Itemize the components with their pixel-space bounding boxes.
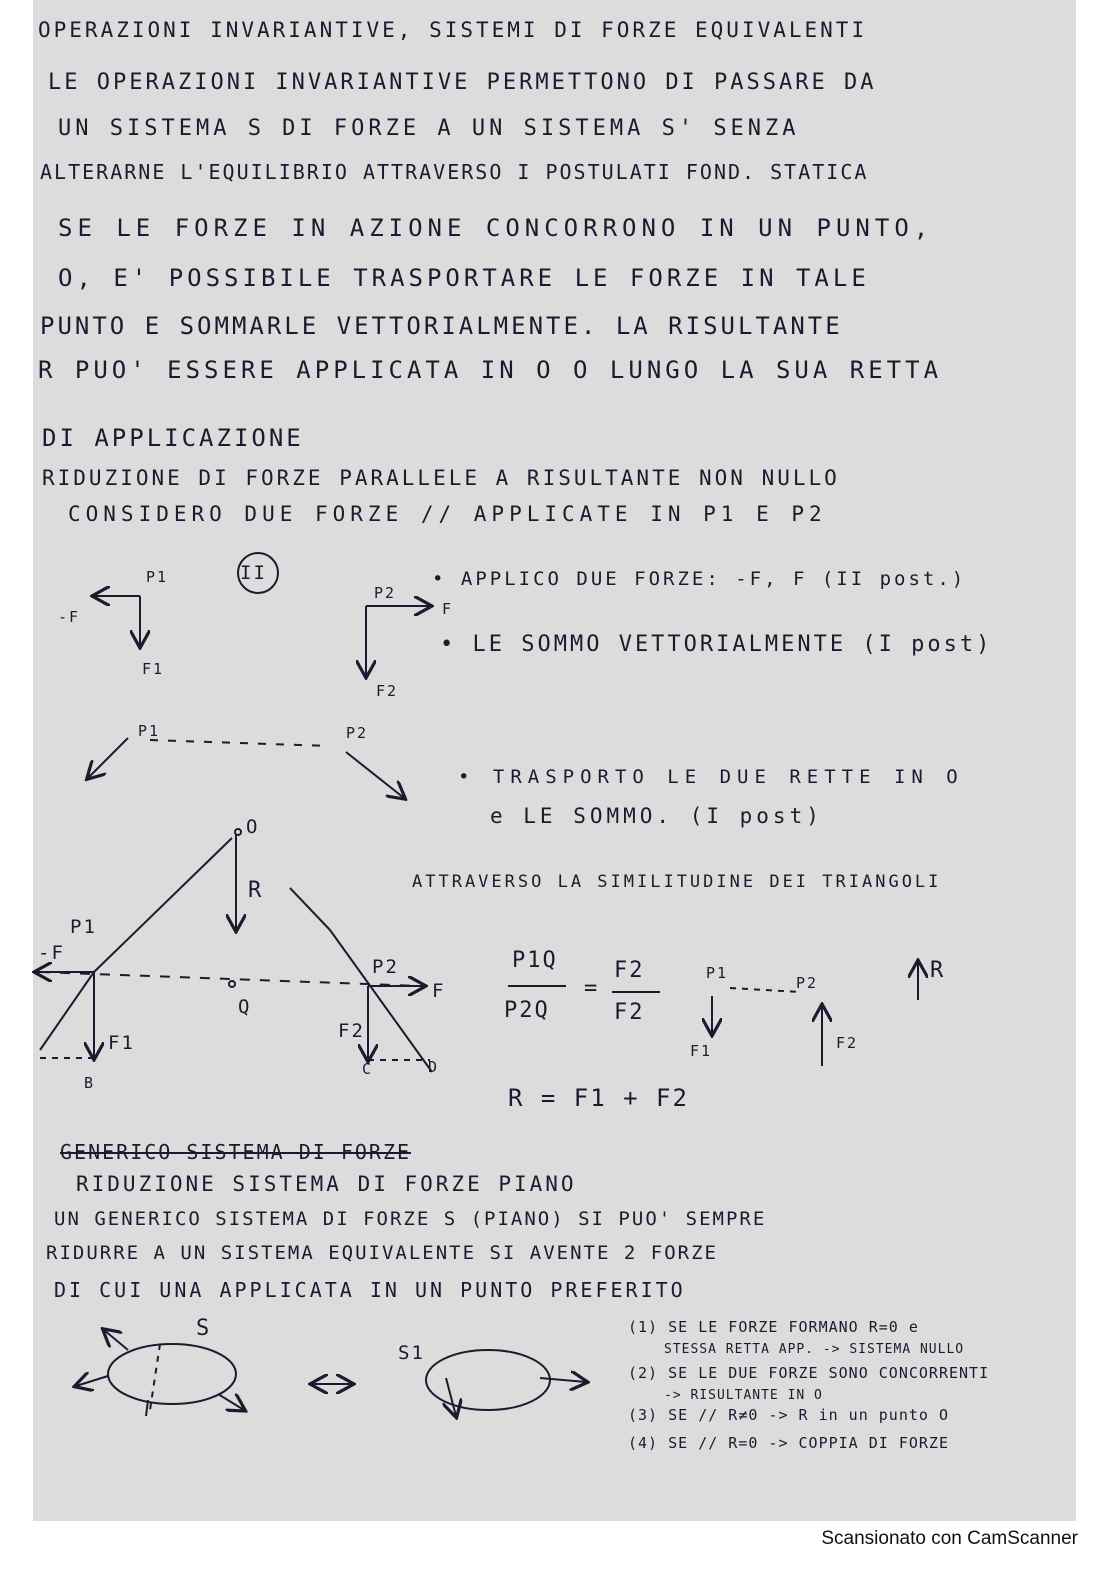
label-minus-f: -F [38,942,65,964]
note-line: e LE SOMMO. (I post) [490,804,823,828]
force-arrow [218,1394,244,1410]
construction-line [40,972,94,1050]
section-heading: GENERICO SISTEMA DI FORZE [60,1140,412,1164]
label-b: B [84,1074,96,1092]
label-p1: P1 [138,722,161,740]
text-line: PUNTO E SOMMARLE VETTORIALMENTE. LA RISULTANTE [40,312,843,340]
text-line: CONSIDERO DUE FORZE // APPLICATE IN P1 E P2 [68,502,827,526]
text-line: UN GENERICO SISTEMA DI FORZE S (PIANO) SI PUO' SEMPRE [54,1208,767,1230]
construction-line [290,888,330,930]
note-line: • LE SOMMO VETTORIALMENTE (I post) [440,632,993,657]
text-line: DI CUI UNA APPLICATA IN UN PUNTO PREFERITO [54,1278,686,1302]
force-arrow [88,738,128,778]
dashed-line [150,740,330,746]
case-item: (2) SE LE DUE FORZE SONO CONCORRENTI [628,1364,990,1382]
force-arrow [346,752,404,798]
text-line: SE LE FORZE IN AZIONE CONCORRONO IN UN PUNTO, [58,214,934,242]
formula-numerator-left: P1Q [512,948,558,973]
text-line: RIDURRE A UN SISTEMA EQUIVALENTE SI AVENTE 2 FORZE [46,1242,718,1264]
label-r: R [930,958,946,983]
note-line: ATTRAVERSO LA SIMILITUDINE DEI TRIANGOLI [412,872,942,892]
text-line: R PUO' ESSERE APPLICATA IN O O LUNGO LA SUA RETTA [38,356,943,384]
label-f1: F1 [690,1042,713,1060]
label-f: F [442,600,454,618]
construction-line [330,930,432,1072]
label-p2: P2 [346,724,369,742]
note-line: • APPLICO DUE FORZE: -F, F (II post.) [432,568,967,590]
formula-equals: = [584,976,600,1001]
page-title: OPERAZIONI INVARIANTIVE, SISTEMI DI FORZE EQUIVALENTI [38,18,868,42]
text-line: LE OPERAZIONI INVARIANTIVE PERMETTONO DI PASSARE DA [48,70,877,95]
label-o: O [246,816,260,838]
force-arrow [446,1378,456,1416]
dashed-line [730,988,800,992]
label-p1: P1 [706,964,729,982]
case-item: STESSA RETTA APP. -> SISTEMA NULLO [664,1342,965,1357]
label-f2: F2 [338,1020,365,1042]
note-line: • TRASPORTO LE DUE RETTE IN O [458,766,964,788]
force-arrow [76,1376,108,1386]
roman-circle [238,553,278,593]
point-q [229,981,235,987]
system-s-ellipse [108,1344,236,1404]
case-item: (1) SE LE FORZE FORMANO R=0 e [628,1318,919,1336]
label-q: Q [238,996,252,1018]
label-f1: F1 [142,660,165,678]
label-p2: P2 [796,974,819,992]
formula-result: R = F1 + F2 [508,1084,689,1112]
label-p1: P1 [146,568,169,586]
case-item: -> RISULTANTE IN O [664,1388,823,1403]
formula-denominator-left: P2Q [504,998,550,1023]
label-r: R [248,878,264,903]
label-f: F [432,980,446,1002]
label-p1: P1 [70,916,97,938]
case-item: (4) SE // R=0 -> COPPIA DI FORZE [628,1434,949,1452]
label-s: S [196,1316,212,1341]
label-s1: S1 [398,1342,425,1364]
text-line: ALTERARNE L'EQUILIBRIO ATTRAVERSO I POSTULATI FOND. STATICA [40,160,869,184]
dashed-line [150,1344,160,1410]
label-c: C [362,1060,374,1078]
system-s1-ellipse [426,1350,550,1410]
construction-line [94,838,232,972]
section-heading: RIDUZIONE DI FORZE PARALLELE A RISULTANTE NON NULLO [42,466,840,490]
label-roman-two: II [240,562,267,584]
text-line: DI APPLICAZIONE [42,424,304,452]
formula-numerator-right: F2 [614,958,645,983]
scanner-watermark: Scansionato con CamScanner [821,1528,1078,1549]
force-arrow [104,1330,128,1350]
label-minus-f: -F [58,608,81,626]
label-p2: P2 [372,956,399,978]
text-line: O, E' POSSIBILE TRASPORTARE LE FORZE IN TALE [58,264,870,292]
label-f2: F2 [836,1034,859,1052]
force-arrow [540,1378,586,1382]
sub-heading: RIDUZIONE SISTEMA DI FORZE PIANO [76,1172,577,1196]
text-line: UN SISTEMA S DI FORZE A UN SISTEMA S' SENZA [58,116,800,141]
label-p2: P2 [374,584,397,602]
case-item: (3) SE // R≠0 -> R in un punto O [628,1406,949,1424]
label-f2: F2 [376,682,399,700]
label-f1: F1 [108,1032,135,1054]
label-d: D [428,1058,440,1076]
formula-denominator-right: F2 [614,1000,645,1025]
